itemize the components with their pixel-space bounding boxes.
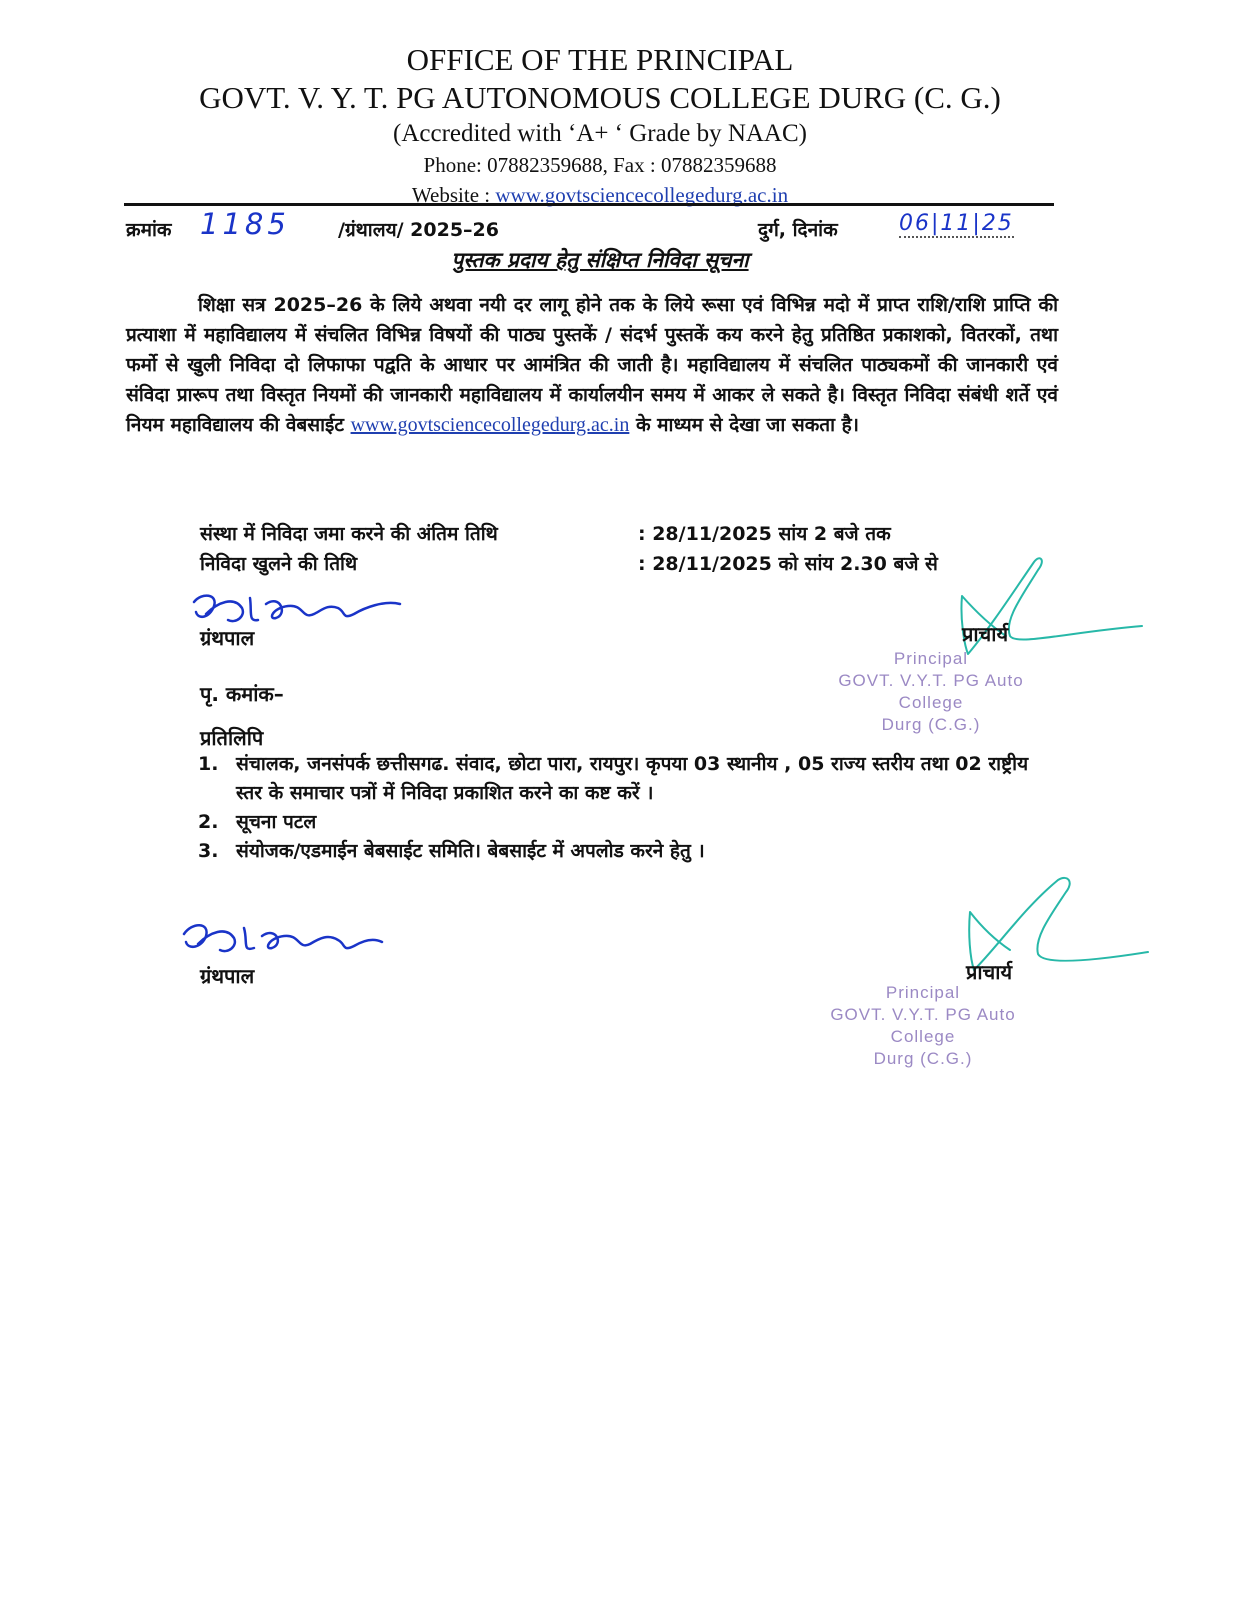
list-item-number: 3. bbox=[198, 840, 219, 862]
principal-stamp-2 bbox=[808, 982, 1038, 1070]
website-link[interactable]: www.govtsciencecollegedurg.ac.in bbox=[495, 183, 789, 207]
librarian-label-2: ग्रंथपाल bbox=[200, 964, 255, 988]
phone-fax: Phone: 07882359688, Fax : 07882359688 bbox=[423, 153, 777, 177]
principal-label-2: प्राचार्य bbox=[966, 960, 1013, 984]
body-text-2: के माध्यम से देखा जा सकता है। bbox=[629, 414, 859, 436]
list-item-text: संयोजक/एडमाईन बेबसाईट समिति। बेबसाईट में अपलोड करने हेतु । bbox=[236, 840, 705, 862]
reference-date: 06|11|25 bbox=[899, 211, 1014, 236]
list-item-text: सूचना पटल bbox=[236, 811, 317, 833]
last-date-label: संस्था में निविदा जमा करने की अंतिम तिथि bbox=[200, 523, 498, 545]
list-item-number: 2. bbox=[198, 811, 219, 833]
librarian-label-1: ग्रंथपाल bbox=[200, 626, 255, 650]
list-item bbox=[198, 750, 1058, 808]
list-item bbox=[198, 808, 1058, 837]
list-item-number: 1. bbox=[198, 753, 219, 775]
copy-to-heading: प्रतिलिपि bbox=[200, 726, 264, 750]
copy-list bbox=[198, 750, 1058, 866]
stamp-line: GOVT. V.Y.T. PG Auto College bbox=[838, 671, 1024, 712]
notice-body bbox=[126, 290, 1058, 440]
last-date-value: : 28/11/2025 सांय 2 बजे तक bbox=[638, 523, 891, 545]
tender-dates bbox=[200, 519, 1020, 579]
open-date-value: : 28/11/2025 को सांय 2.30 बजे से bbox=[638, 553, 938, 575]
principal-label-1: प्राचार्य bbox=[962, 622, 1009, 646]
reference-label: क्रमांक bbox=[126, 219, 172, 241]
reference-dept: /ग्रंथालय/ 2025–26 bbox=[338, 219, 499, 241]
body-website-link[interactable]: www.govtsciencecollegedurg.ac.in bbox=[350, 414, 630, 436]
list-item-text: संचालक, जनसंपर्क छत्तीसगढ. संवाद, छोटा पारा, रायपुर। कृपया 03 स्थानीय , 05 राज्य स्तरीय तथा 02 राष्ट्रीय स्तर के समाचार पत्रों में निविदा प्रकाशित करने का कष्ट करें । bbox=[236, 753, 1029, 804]
stamp-line: Durg (C.G.) bbox=[881, 715, 981, 734]
list-item bbox=[198, 837, 1058, 866]
website-label: Website : bbox=[411, 183, 496, 207]
stamp-line: Durg (C.G.) bbox=[873, 1049, 973, 1068]
accreditation: (Accredited with ‘A+ ‘ Grade by NAAC) bbox=[393, 120, 807, 147]
reference-number: 1185 bbox=[200, 207, 290, 241]
office-title: OFFICE OF THE PRINCIPAL bbox=[406, 42, 794, 77]
principal-stamp-1 bbox=[826, 648, 1036, 736]
endorsement-number-label: पृ. कमांक– bbox=[200, 682, 284, 706]
stamp-line: GOVT. V.Y.T. PG Auto College bbox=[830, 1005, 1016, 1046]
stamp-line: Principal bbox=[893, 649, 969, 668]
header-divider bbox=[124, 203, 1054, 206]
last-date-row bbox=[200, 519, 1020, 549]
librarian-signature-2 bbox=[178, 912, 388, 968]
reference-row bbox=[126, 207, 1056, 245]
notice-subject: पुस्तक प्रदाय हेतु संक्षिप्त निविदा सूचना bbox=[451, 248, 749, 272]
open-date-row bbox=[200, 549, 1020, 579]
body-text-1: शिक्षा सत्र 2025–26 के लिये अथवा नयी दर लागू होने तक के लिये रूसा एवं विभिन्न मदो में प्राप्त राशि/राशि प्राप्ति की प्रत्याशा में महाविद्यालय में संचलित विभिन्न विषयों की पाठ्य पुस्तकें / संदर्भ पुस्तकें कय करने हेतु प्रतिष्ठित प्रकाशको, वितरकों, तथा फर्मो से खुली निविदा दो लिफाफा पद्वति के आधार पर आमंत्रित की जाती है। महाविद्यालय में संचलित पाठ्यकमों की जानकारी एवं संविदा प्रारूप तथा विस्तृत नियमों की जानकारी महाविद्यालय में कार्यालयीन समय में आकर ले सकते है। विस्तृत निविदा संबंधी शर्ते एवं नियम महाविद्यालय की वेबसाईट bbox=[126, 294, 1058, 436]
place-date-label: दुर्ग, दिनांक bbox=[758, 219, 838, 241]
open-date-label: निविदा खुलने की तिथि bbox=[200, 553, 358, 575]
stamp-line: Principal bbox=[885, 983, 961, 1002]
letterhead bbox=[120, 42, 1080, 210]
college-name: GOVT. V. Y. T. PG AUTONOMOUS COLLEGE DURG (C. G.) bbox=[199, 80, 1001, 115]
